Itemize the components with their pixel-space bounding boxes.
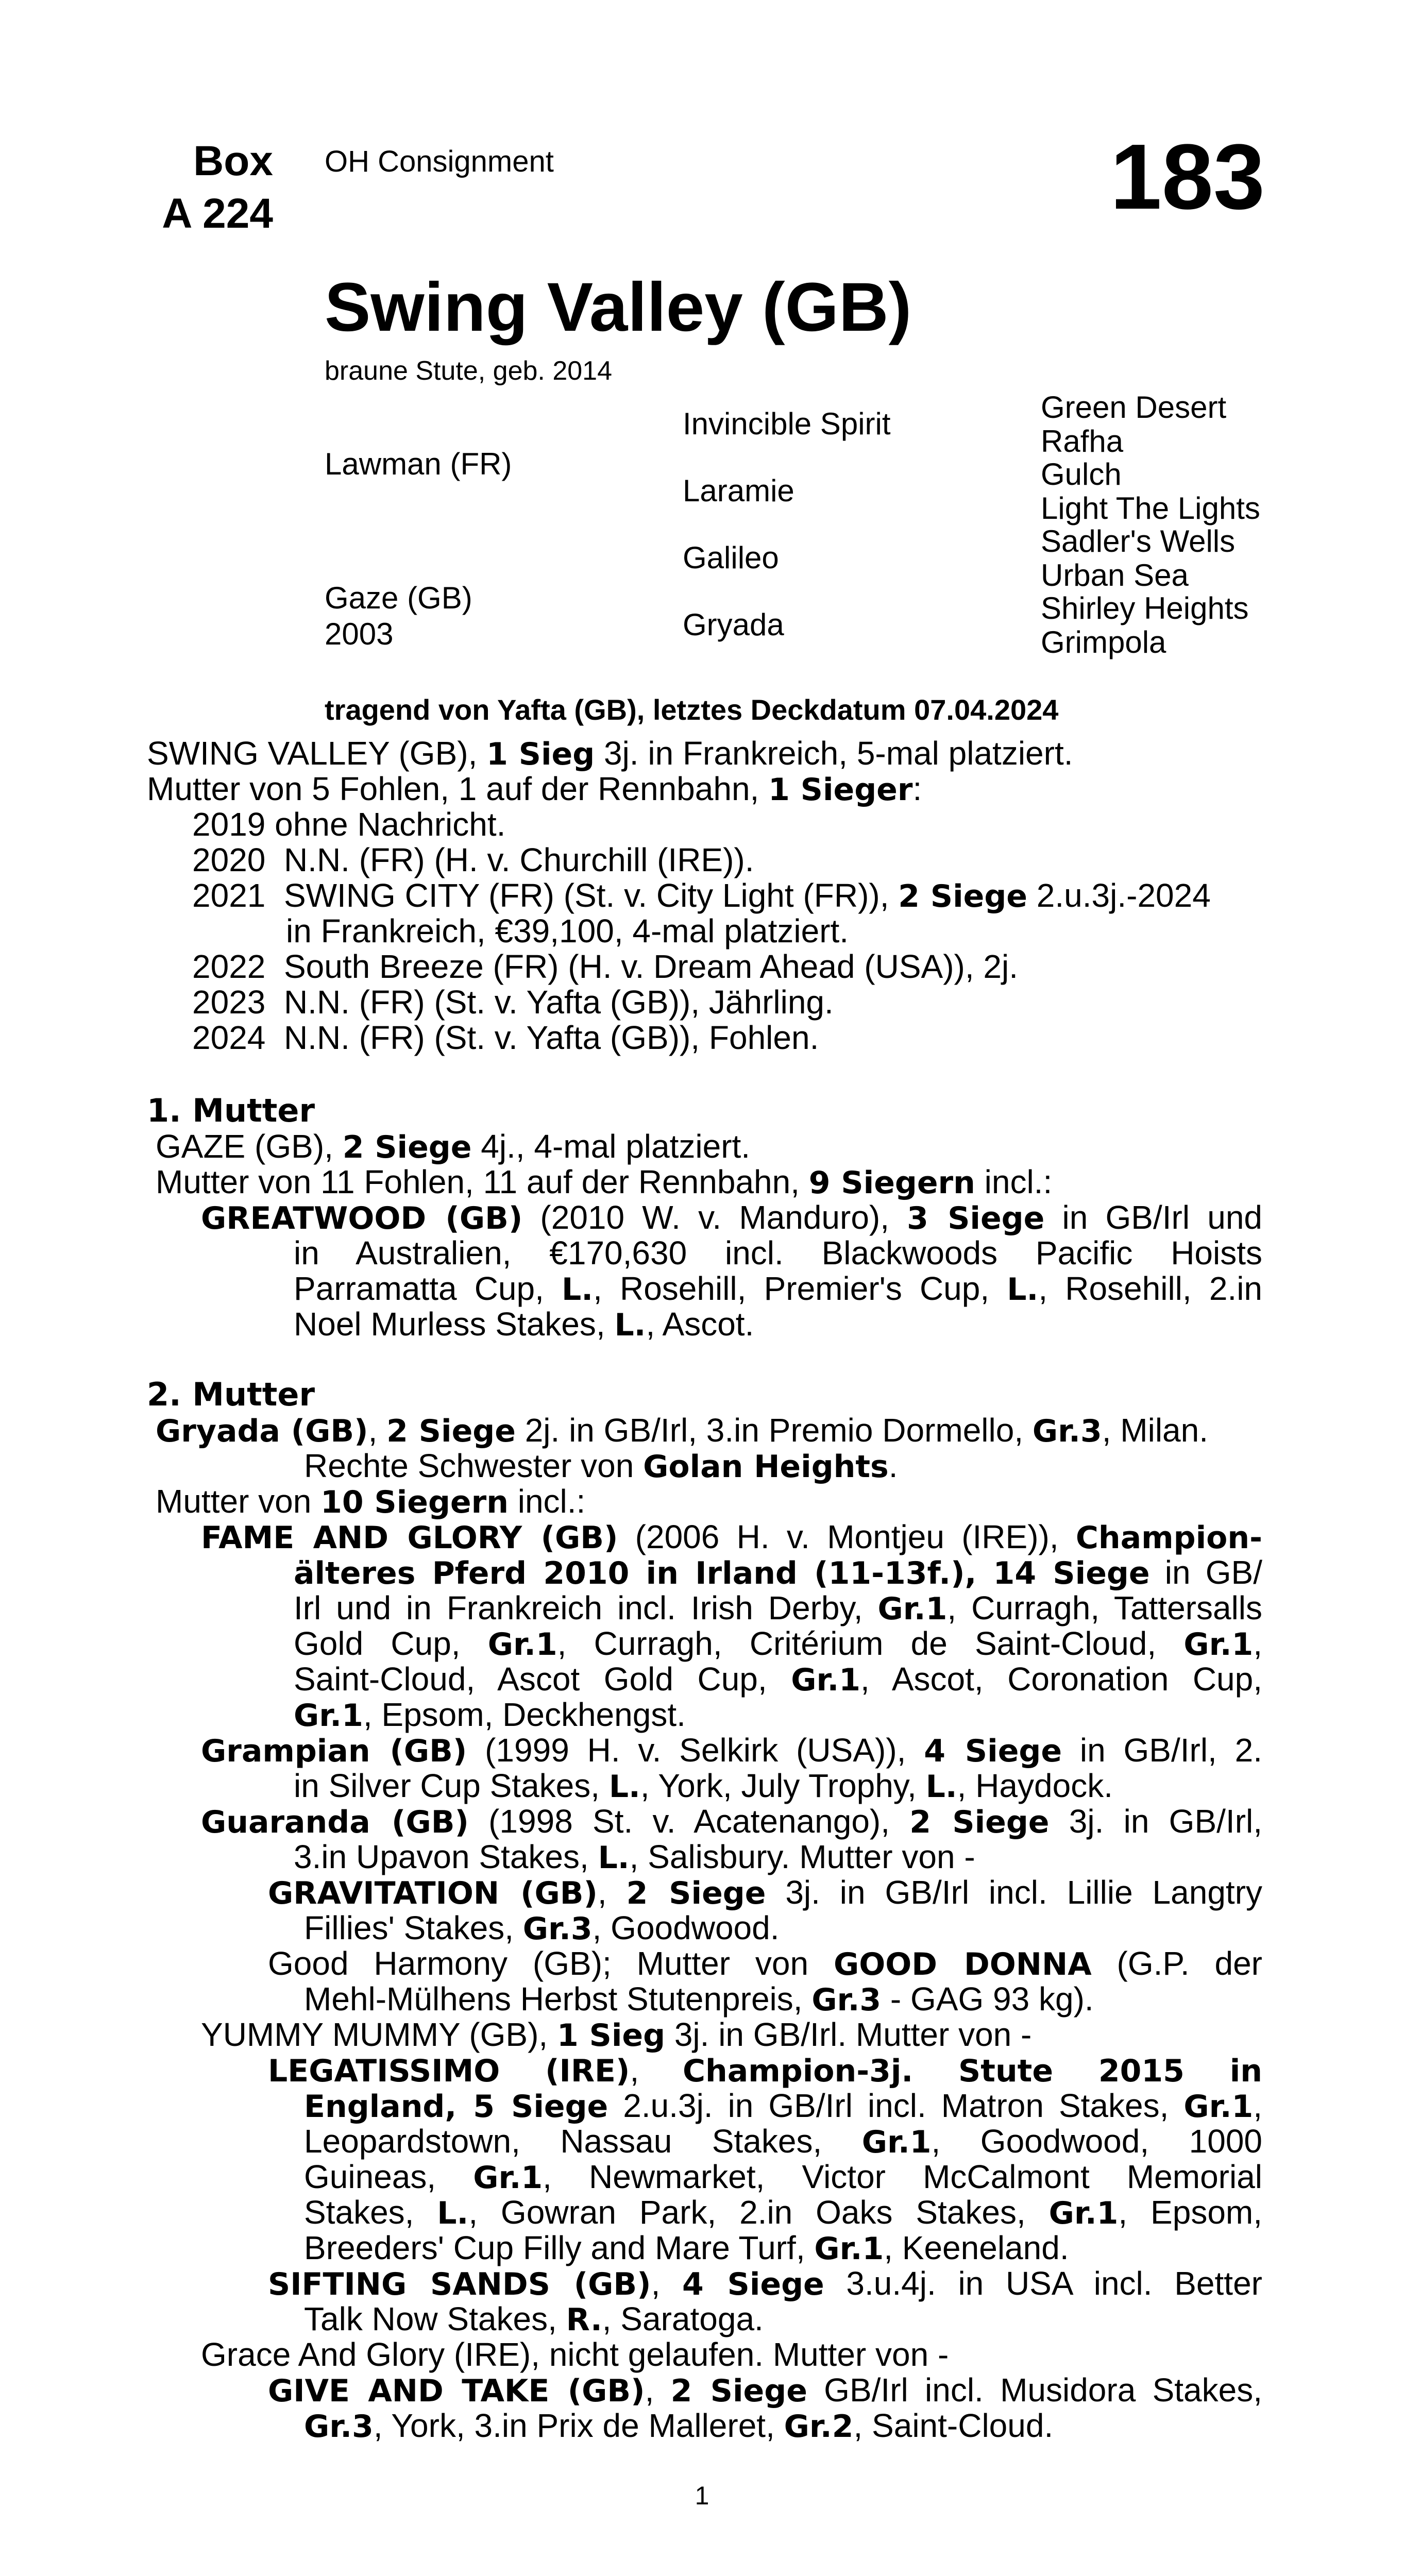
horse-name: Swing Valley (GB) xyxy=(325,269,912,346)
record-line: Parramatta Cup, L., Rosehill, Premier's Cup, L., Rosehill, 2.in xyxy=(294,1270,1262,1308)
pedigree-sire-sire: Invincible Spirit xyxy=(683,406,891,441)
record-line: Gold Cup, Gr.1, Curragh, Critérium de Saint-Cloud, Gr.1, xyxy=(294,1625,1263,1663)
record-line: FAME AND GLORY (GB) (2006 H. v. Montjeu (IRE)), Champion- xyxy=(201,1518,1262,1556)
record-line: Mehl-Mülhens Herbst Stutenpreis, Gr.3 - GAG 93 kg). xyxy=(304,1980,1094,2018)
progeny-item: 2019 ohne Nachricht. xyxy=(192,806,506,843)
record-line: Gryada (GB), 2 Siege 2j. in GB/Irl, 3.in Premio Dormello, Gr.3, Milan. xyxy=(156,1412,1208,1449)
record-line: Grampian (GB) (1999 H. v. Selkirk (USA)), 4 Siege in GB/Irl, 2. xyxy=(201,1732,1263,1769)
record-line: Saint-Cloud, Ascot Gold Cup, Gr.1, Ascot, Coronation Cup, xyxy=(294,1660,1263,1698)
record-line: Mutter von 5 Fohlen, 1 auf der Rennbahn, 1 Sieger: xyxy=(147,770,922,808)
progeny-item: in Frankreich, €39,100, 4-mal platziert. xyxy=(286,912,849,950)
record-line: Stakes, L., Gowran Park, 2.in Oaks Stakes, Gr.1, Epsom, xyxy=(304,2194,1263,2231)
box-label: Box xyxy=(193,138,273,184)
horse-description: braune Stute, geb. 2014 xyxy=(325,356,613,386)
record-line: Noel Murless Stakes, L., Ascot. xyxy=(294,1306,754,1343)
record-line: Rechte Schwester von Golan Heights. xyxy=(304,1447,898,1485)
record-line: Mutter von 10 Siegern incl.: xyxy=(156,1483,586,1520)
pedigree-g3: Green Desert xyxy=(1041,390,1227,425)
record-line: in Silver Cup Stakes, L., York, July Trophy, L., Haydock. xyxy=(294,1767,1113,1805)
record-line: Guaranda (GB) (1998 St. v. Acatenango), 2 Siege 3j. in GB/Irl, xyxy=(201,1803,1263,1840)
pedigree-g3: Grimpola xyxy=(1041,625,1166,659)
record-line: GAZE (GB), 2 Siege 4j., 4-mal platziert. xyxy=(156,1128,751,1165)
page-number: 1 xyxy=(695,2481,709,2510)
pedigree-dam-year: 2003 xyxy=(325,617,394,651)
pedigree-dam-dam: Gryada xyxy=(683,607,784,642)
record-line: Mutter von 11 Fohlen, 11 auf der Rennbahn, 9 Siegern incl.: xyxy=(156,1163,1053,1201)
pedigree-sire-dam: Laramie xyxy=(683,473,794,508)
record-line: Talk Now Stakes, R., Saratoga. xyxy=(304,2300,764,2338)
record-line: Good Harmony (GB); Mutter von GOOD DONNA (G.P. der xyxy=(268,1945,1262,1982)
record-line: GREATWOOD (GB) (2010 W. v. Manduro), 3 Siege in GB/Irl und xyxy=(201,1199,1262,1236)
consignor: OH Consignment xyxy=(325,145,554,178)
pedigree-g3: Shirley Heights xyxy=(1041,591,1249,625)
record-line: England, 5 Siege 2.u.3j. in GB/Irl incl. Matron Stakes, Gr.1, xyxy=(304,2087,1263,2125)
record-line: YUMMY MUMMY (GB), 1 Sieg 3j. in GB/Irl. Mutter von - xyxy=(201,2016,1032,2054)
record-line: Gr.3, York, 3.in Prix de Malleret, Gr.2, Saint-Cloud. xyxy=(304,2407,1054,2445)
record-line: Gr.1, Epsom, Deckhengst. xyxy=(294,1696,686,1734)
record-line: 3.in Upavon Stakes, L., Salisbury. Mutter von - xyxy=(294,1838,975,1876)
pedigree-sire: Lawman (FR) xyxy=(325,447,512,481)
record-line: in Australien, €170,630 incl. Blackwoods Pacific Hoists xyxy=(294,1234,1262,1272)
lot-number: 183 xyxy=(1110,125,1265,229)
pedigree-g3: Light The Lights xyxy=(1041,491,1260,526)
record-line: Guineas, Gr.1, Newmarket, Victor McCalmont Memorial xyxy=(304,2158,1263,2196)
record-line: Breeders' Cup Filly and Mare Turf, Gr.1, Keeneland. xyxy=(304,2229,1069,2267)
record-line: GRAVITATION (GB), 2 Siege 3j. in GB/Irl incl. Lillie Langtry xyxy=(268,1874,1263,1911)
record-line: SWING VALLEY (GB), 1 Sieg 3j. in Frankreich, 5-mal platziert. xyxy=(147,735,1073,772)
record-line: Leopardstown, Nassau Stakes, Gr.1, Goodwood, 1000 xyxy=(304,2123,1263,2160)
section-heading: 1. Mutter xyxy=(147,1092,315,1129)
section-heading: 2. Mutter xyxy=(147,1376,315,1413)
pedigree-g3: Urban Sea xyxy=(1041,558,1189,592)
record-line: Fillies' Stakes, Gr.3, Goodwood. xyxy=(304,1909,780,1947)
progeny-item: 2023 N.N. (FR) (St. v. Yafta (GB)), Jährling. xyxy=(192,984,834,1021)
record-line: Irl und in Frankreich incl. Irish Derby, Gr.1, Curragh, Tattersalls xyxy=(294,1589,1263,1627)
pregnancy-note: tragend von Yafta (GB), letztes Deckdatum 07.04.2024 xyxy=(325,693,1059,726)
record-line: LEGATISSIMO (IRE), Champion-3j. Stute 2015 in xyxy=(268,2052,1263,2089)
pedigree-dam: Gaze (GB) xyxy=(325,581,472,615)
progeny-item: 2022 South Breeze (FR) (H. v. Dream Ahead (USA)), 2j. xyxy=(192,948,1018,985)
progeny-item: 2021 SWING CITY (FR) (St. v. City Light (FR)), 2 Siege 2.u.3j.-2024 xyxy=(192,877,1211,914)
pedigree-g3: Rafha xyxy=(1041,424,1124,459)
box-number: A 224 xyxy=(162,190,273,237)
progeny-item: 2020 N.N. (FR) (H. v. Churchill (IRE)). xyxy=(192,841,754,878)
record-line: Grace And Glory (IRE), nicht gelaufen. Mutter von - xyxy=(201,2336,949,2373)
progeny-item: 2024 N.N. (FR) (St. v. Yafta (GB)), Fohlen. xyxy=(192,1019,819,1056)
record-line: älteres Pferd 2010 in Irland (11-13f.), 14 Siege in GB/ xyxy=(294,1554,1263,1591)
pedigree-dam-sire: Galileo xyxy=(683,540,779,575)
pedigree-g3: Sadler's Wells xyxy=(1041,524,1236,558)
pedigree-g3: Gulch xyxy=(1041,457,1122,492)
record-line: SIFTING SANDS (GB), 4 Siege 3.u.4j. in USA incl. Better xyxy=(268,2265,1262,2302)
record-line: GIVE AND TAKE (GB), 2 Siege GB/Irl incl. Musidora Stakes, xyxy=(268,2371,1263,2409)
